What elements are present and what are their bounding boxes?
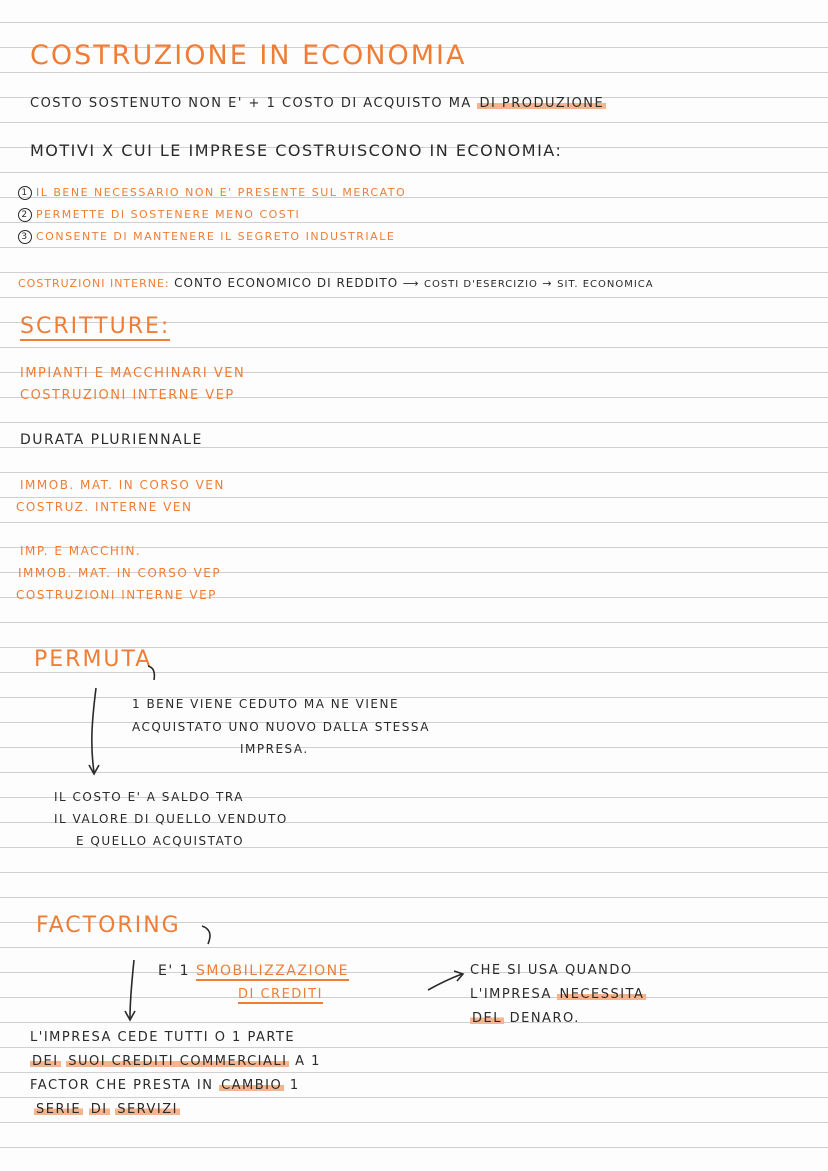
definition-highlight: DI CREDITI <box>238 987 323 1002</box>
right-arrow-icon <box>428 974 462 990</box>
scrittura-text: COSTRUZIONI INTERNE VEP <box>20 388 235 403</box>
body-text: A 1 <box>295 1054 321 1069</box>
motivo-text: IL BENE NECESSARIO NON E' PRESENTE SUL MERCATO <box>36 186 407 199</box>
scrittura-row: COSTRUZIONI INTERNE VEP <box>16 588 217 602</box>
motivi-heading: MOTIVI X CUI LE IMPRESE COSTRUISCONO IN ECONOMIA: <box>30 141 563 160</box>
permuta-desc: IMPRESA. <box>240 742 309 756</box>
number-badge: 3 <box>18 230 32 244</box>
curl-arrow-icon <box>202 926 210 944</box>
side-text: DENARO. <box>509 1011 580 1026</box>
costo-line-text: COSTO SOSTENUTO NON E' + 1 COSTO DI ACQUISTO MA <box>30 96 472 111</box>
sit-economica: SIT. ECONOMICA <box>557 279 654 290</box>
number-badge: 2 <box>18 208 32 222</box>
body-highlight: CAMBIO <box>221 1078 283 1093</box>
scrittura-row: IMMOB. MAT. IN CORSO VEN <box>20 478 225 492</box>
number-badge: 1 <box>18 186 32 200</box>
factoring-side-note: CHE SI USA QUANDO <box>470 963 633 978</box>
down-arrow-icon <box>92 688 96 772</box>
permuta-result: IL COSTO E' A SALDO TRA <box>54 790 244 804</box>
body-text: FACTOR CHE PRESTA IN <box>30 1078 214 1093</box>
body-text: 1 <box>289 1078 300 1093</box>
scritture-heading-text: SCRITTURE: <box>20 314 171 339</box>
curl-arrow-icon <box>148 666 154 680</box>
factoring-heading: FACTORING <box>36 913 181 938</box>
body-highlight: DI <box>90 1102 108 1117</box>
body-highlight: DEI <box>32 1054 59 1069</box>
arrow-right-icon: → <box>542 277 553 290</box>
definition-prefix: E' 1 <box>158 963 191 979</box>
motivo-text: PERMETTE DI SOSTENERE MENO COSTI <box>36 208 301 221</box>
body-highlight: SERVIZI <box>117 1102 178 1117</box>
side-highlight: NECESSITA <box>559 987 645 1002</box>
durata-text: DURATA PLURIENNALE <box>20 432 203 448</box>
costruzioni-label: COSTRUZIONI INTERNE: <box>18 277 170 290</box>
costi-esercizio: COSTI D'ESERCIZIO <box>423 279 538 290</box>
side-text: L'IMPRESA <box>470 987 552 1002</box>
arrow-right-icon: ⟶ <box>402 277 420 290</box>
body-highlight: SERIE <box>36 1102 82 1117</box>
permuta-result: E QUELLO ACQUISTATO <box>76 834 245 848</box>
permuta-heading: PERMUTA <box>34 647 153 672</box>
scrittura-row: IMMOB. MAT. IN CORSO VEP <box>18 566 222 580</box>
scrittura-text: IMPIANTI E MACCHINARI VEN <box>20 366 246 381</box>
conto-economico: CONTO ECONOMICO DI REDDITO <box>174 276 399 290</box>
factoring-body: L'IMPRESA CEDE TUTTI O 1 PARTE <box>30 1030 296 1045</box>
down-arrow-icon <box>130 960 134 1018</box>
costo-line-highlight: DI PRODUZIONE <box>479 96 605 111</box>
permuta-desc: ACQUISTATO UNO NUOVO DALLA STESSA <box>132 720 430 734</box>
scrittura-row: COSTRUZ. INTERNE VEN <box>16 500 193 514</box>
body-highlight: SUOI CREDITI COMMERCIALI <box>68 1054 288 1069</box>
motivo-text: CONSENTE DI MANTENERE IL SEGRETO INDUSTRIALE <box>36 230 396 243</box>
scrittura-row: IMP. E MACCHIN. <box>20 544 142 558</box>
side-highlight: DEL <box>472 1011 502 1026</box>
permuta-desc: 1 BENE VIENE CEDUTO MA NE VIENE <box>132 697 400 711</box>
page-title: COSTRUZIONE IN ECONOMIA <box>30 40 467 71</box>
definition-highlight: SMOBILIZZAZIONE <box>196 963 349 979</box>
permuta-result: IL VALORE DI QUELLO VENDUTO <box>54 812 288 826</box>
